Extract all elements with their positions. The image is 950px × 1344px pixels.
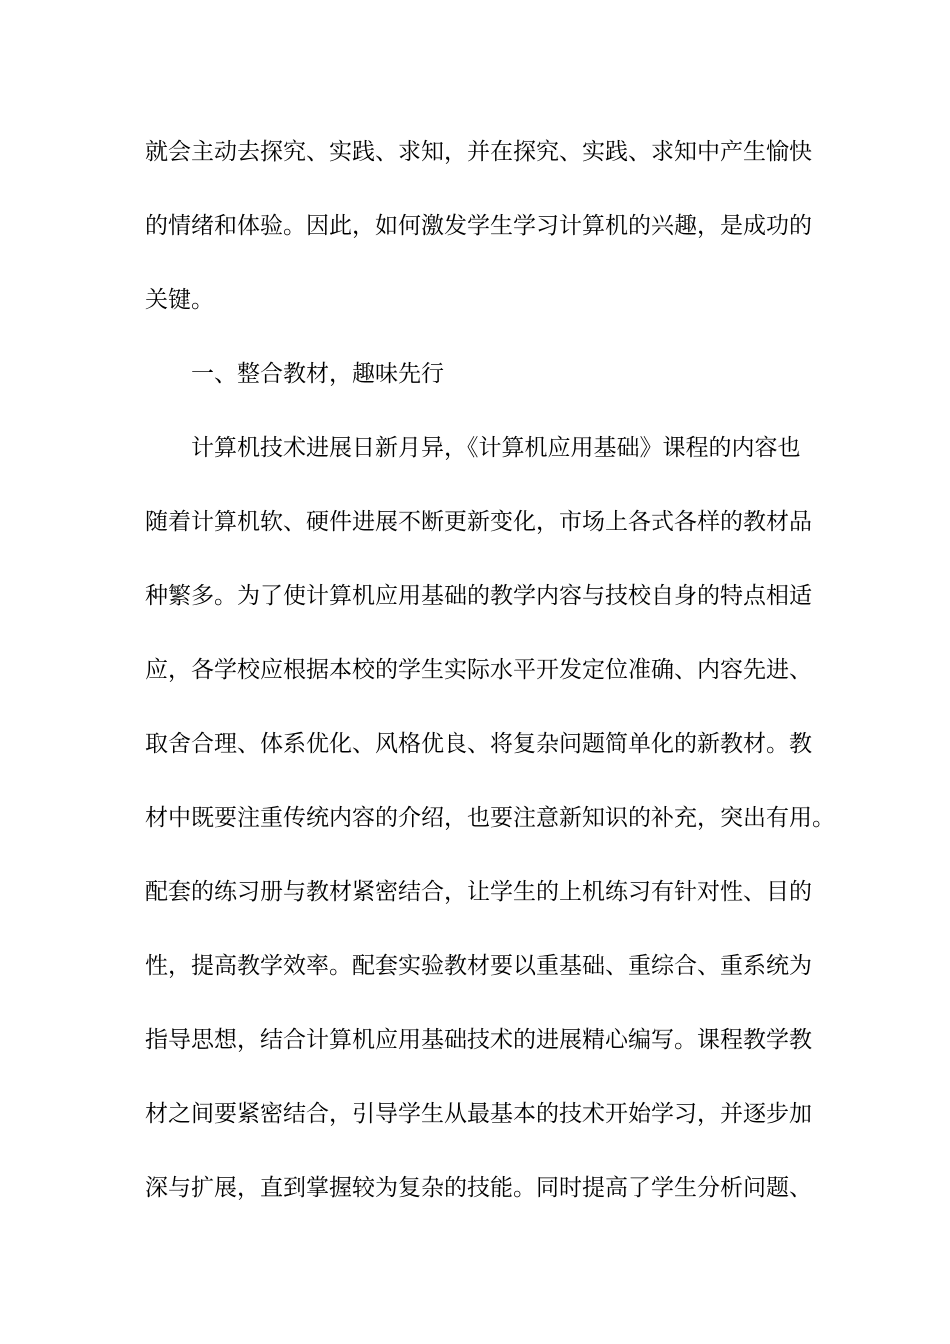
paragraph-line: 随着计算机软、硬件进展不断更新变化，市场上各式各样的教材品 (145, 509, 812, 535)
section-heading-text: 一、整合教材，趣味先行 (191, 361, 444, 387)
paragraph-line: 的情绪和体验。因此，如何激发学生学习计算机的兴趣，是成功的 (145, 213, 812, 239)
paragraph-line: 性，提高教学效率。配套实验教材要以重基础、重综合、重系统为 (145, 953, 812, 979)
paragraph-line: 材中既要注重传统内容的介绍，也要注意新知识的补充，突出有用。 (145, 805, 835, 831)
document-body (145, 127, 835, 1237)
paragraph-1 (145, 127, 810, 349)
paragraph-2 (145, 423, 835, 1237)
paragraph-line: 种繁多。为了使计算机应用基础的教学内容与技校自身的特点相适 (145, 583, 812, 609)
paragraph-line: 材之间要紧密结合，引导学生从最基本的技术开始学习，并逐步加 (145, 1101, 812, 1127)
section-heading (145, 349, 810, 423)
paragraph-line: 深与扩展，直到掌握较为复杂的技能。同时提高了学生分析问题、 (145, 1175, 812, 1201)
paragraph-line: 配套的练习册与教材紧密结合，让学生的上机练习有针对性、目的 (145, 879, 812, 905)
paragraph-line: 应，各学校应根据本校的学生实际水平开发定位准确、内容先进、 (145, 657, 812, 683)
paragraph-line: 指导思想，结合计算机应用基础技术的进展精心编写。课程教学教 (145, 1027, 812, 1053)
paragraph-line: 就会主动去探究、实践、求知，并在探究、实践、求知中产生愉快 (145, 139, 812, 165)
paragraph-line: 关键。 (145, 287, 214, 313)
paragraph-line: 取舍合理、体系优化、风格优良、将复杂问题简单化的新教材。教 (145, 731, 812, 757)
paragraph-line: 计算机技术进展日新月异，《计算机应用基础》课程的内容也 (191, 435, 801, 461)
